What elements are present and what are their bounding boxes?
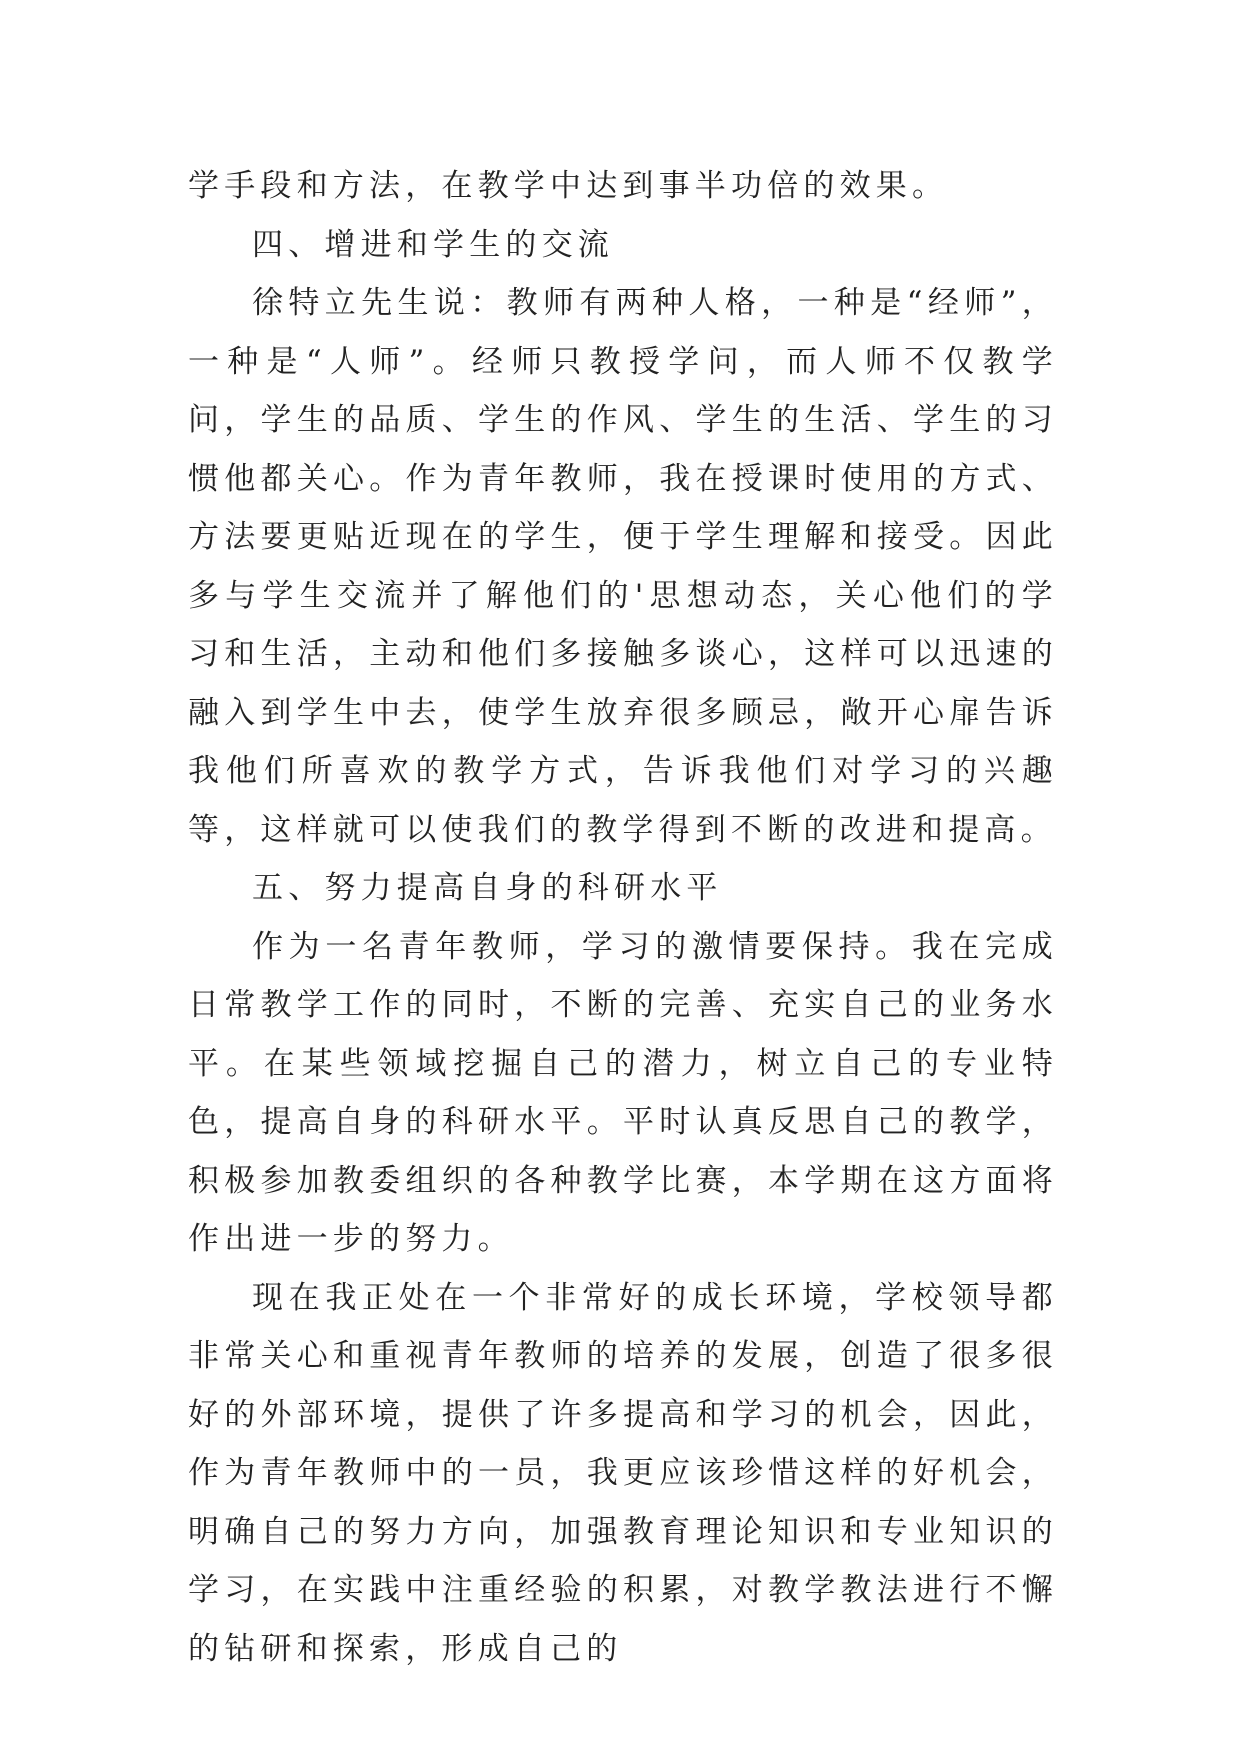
paragraph-conclusion: 现在我正处在一个非常好的成长环境，学校领导都非常关心和重视青年教师的培养的发展，创造了很多很好的外部环境，提供了许多提高和学习的机会，因此，作为青年教师中的一员，我更应该珍惜这样的好机会，明确自己的努力方向，加强教育理论知识和专业知识的学习，在实践中注重经验的积累，对教学教法进行不懈的钻研和探索，形成自己的 [188, 1279, 1058, 1667]
paragraph-communication: 徐特立先生说：教师有两种人格，一种是“经师”，一种是“人师”。经师只教授学问，而人师不仅教学问，学生的品质、学生的作风、学生的生活、学生的习惯他都关心。作为青年教师，我在授课时使用的方式、方法要更贴近现在的学生，便于学生理解和接受。因此多与学生交流并了解他们的'思想动态，关心他们的学习和生活，主动和他们多接触多谈心，这样可以迅速的融入到学生中去，使学生放弃很多顾忌，敞开心扉告诉我他们所喜欢的教学方式，告诉我他们对学习的兴趣等，这样就可以使我们的教学得到不断的改进和提高。 [188, 285, 1058, 848]
paragraph-research: 作为一名青年教师，学习的激情要保持。我在完成日常教学工作的同时，不断的完善、充实自己的业务水平。在某些领域挖掘自己的潜力，树立自己的专业特色，提高自身的科研水平。平时认真反思自己的教学，积极参加教委组织的各种教学比赛，本学期在这方面将作出进一步的努力。 [188, 928, 1058, 1257]
document-body [188, 157, 1058, 1678]
section-heading-5: 五、努力提高自身的科研水平 [252, 870, 723, 906]
paragraph-continuation: 学手段和方法，在教学中达到事半功倍的效果。 [188, 168, 949, 204]
section-heading-4: 四、增进和学生的交流 [252, 226, 614, 263]
